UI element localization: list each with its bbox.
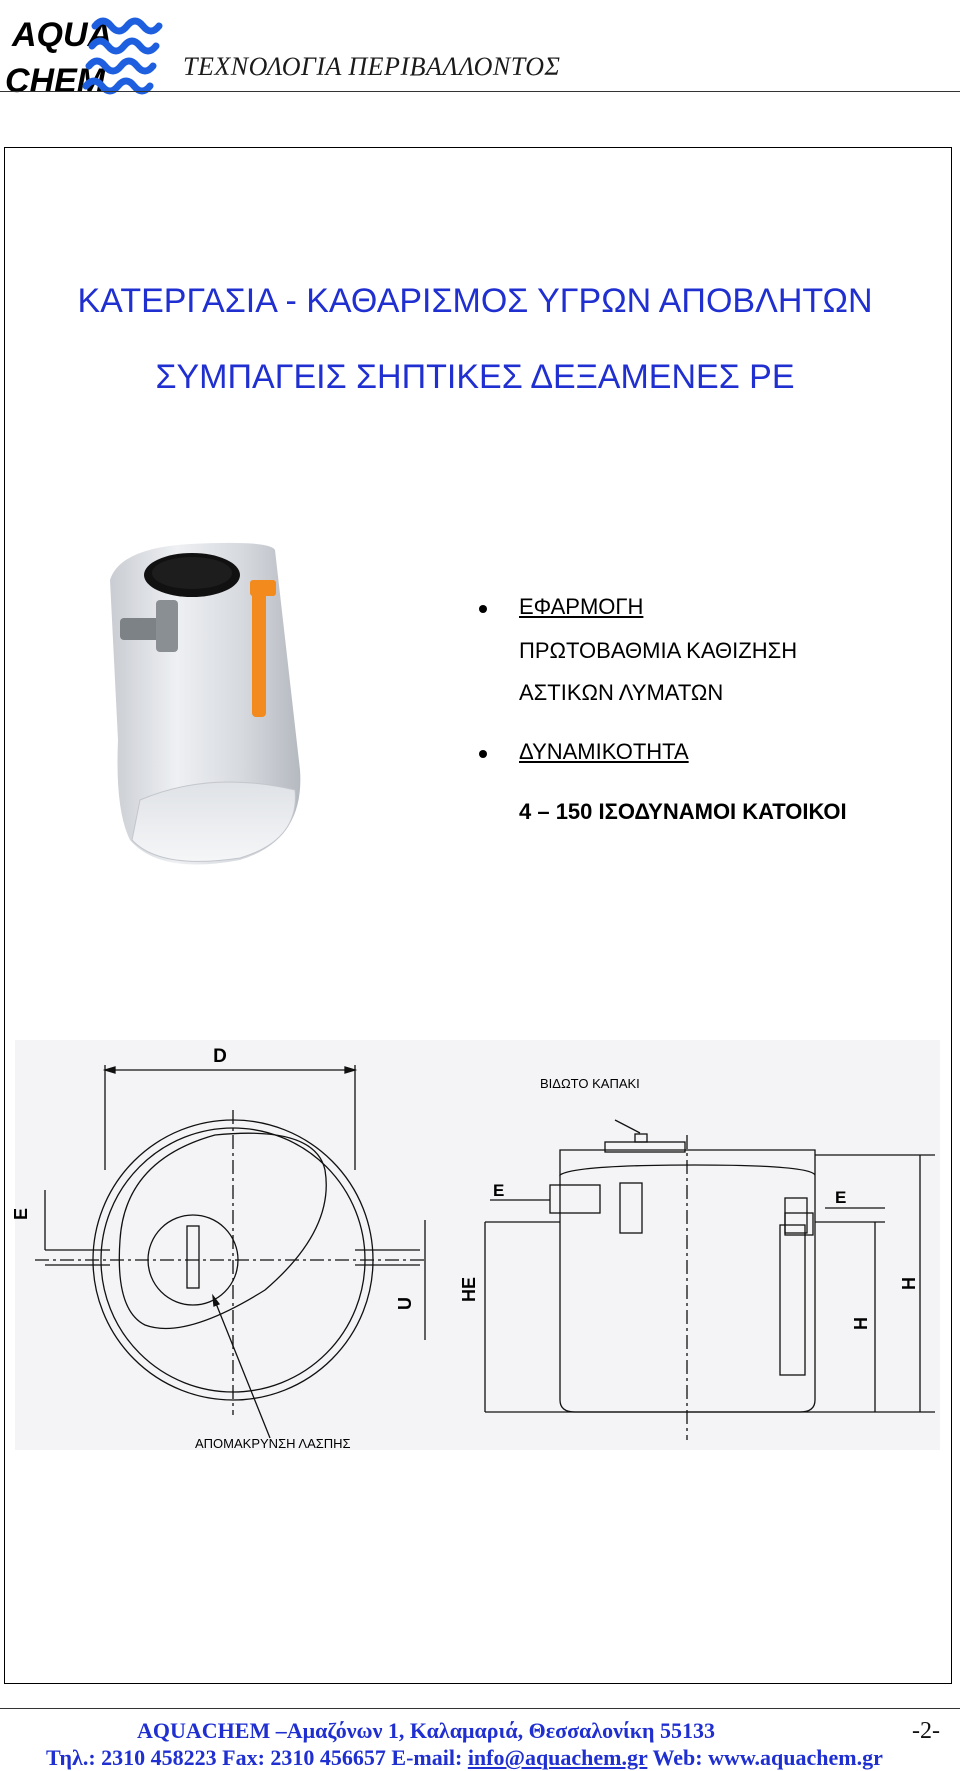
sludge-removal-label: ΑΠΟΜΑΚΡΥΝΣΗ ΛΑΣΠΗΣ <box>195 1436 351 1451</box>
application-label: ΕΦΑΡΜΟΓΗ <box>519 594 644 619</box>
header-divider <box>0 91 960 92</box>
logo-text-chem: CHEM <box>5 62 106 100</box>
page-title: ΚΑΤΕΡΓΑΣΙΑ - ΚΑΘΑΡΙΣΜΟΣ ΥΓΡΩΝ ΑΠΟΒΛΗΤΩΝ <box>77 282 873 320</box>
application-line-1: ΠΡΩΤΟΒΑΘΜΙΑ ΚΑΘΙΖΗΣΗ <box>519 638 798 663</box>
label-u: U <box>395 1297 415 1310</box>
footer-contacts <box>46 1745 883 1771</box>
label-h-inner: H <box>851 1317 871 1330</box>
label-h-outer: H <box>899 1277 919 1290</box>
label-d: D <box>213 1046 227 1067</box>
logo-text-aqua: AQUA <box>12 16 113 54</box>
footer-divider <box>0 1708 960 1709</box>
label-e-inlet: E <box>493 1181 505 1200</box>
page-number: -2- <box>912 1718 940 1744</box>
footer-address: AQUACHEM –Αμαζόνων 1, Καλαμαριά, Θεσσαλονίκη 55133 <box>137 1718 715 1743</box>
header-tagline: ΤΕΧΝΟΛΟΓΙΑ ΠΕΡΙΒΑΛΛΟΝΤΟΣ <box>183 52 561 81</box>
lid-label: ΒΙΔΩΤΟ ΚΑΠΑΚΙ <box>540 1076 640 1091</box>
bullet-icon <box>479 750 487 758</box>
label-e-top: E <box>11 1207 31 1220</box>
bullet-icon <box>479 605 487 613</box>
aquachem-logo <box>0 4 175 100</box>
application-line-2: ΑΣΤΙΚΩΝ ΛΥΜΑΤΩΝ <box>519 680 724 705</box>
page-subtitle: ΣΥΜΠΑΓΕΙΣ ΣΗΠΤΙΚΕΣ ΔΕΞΑΜΕΝΕΣ PE <box>155 358 795 396</box>
footer-contacts-prefix: Τηλ.: 2310 458223 Fax: 2310 456657 E-mail: <box>46 1745 468 1770</box>
capacity-value: 4 – 150 ΙΣΟΔΥΝΑΜΟΙ ΚΑΤΟΙΚΟΙ <box>519 799 847 824</box>
label-he: HE <box>459 1276 479 1302</box>
septic-tank-image <box>100 540 345 880</box>
technical-drawing <box>11 1040 940 1451</box>
label-e-outlet: E <box>835 1188 847 1207</box>
footer-contacts-suffix: Web: www.aquachem.gr <box>647 1745 883 1770</box>
capacity-label: ΔΥΝΑΜΙΚΟΤΗΤΑ <box>519 739 689 764</box>
email-link[interactable]: info@aquachem.gr <box>467 1745 648 1770</box>
